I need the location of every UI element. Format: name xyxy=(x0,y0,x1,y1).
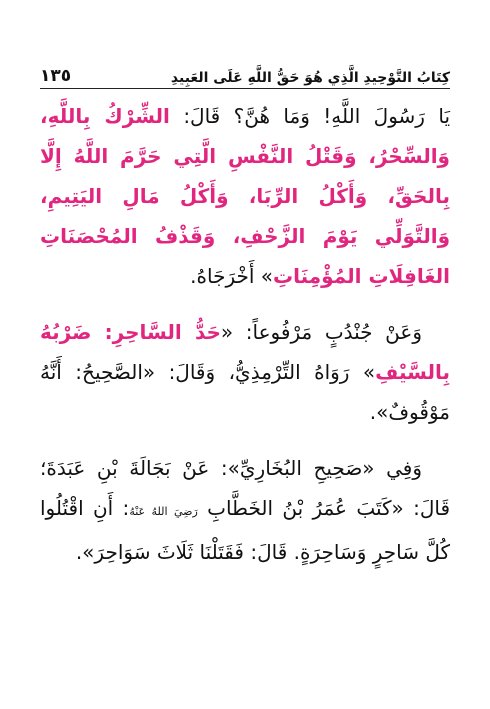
text-span: يَا رَسُولَ اللَّهِ! وَمَا هُنَّ؟ قَالَ: xyxy=(169,104,451,128)
running-title: كِتَابُ التَّوْحِيدِ الَّذِي هُوَ حَقُّ اللَّهِ عَلَى العَبِيدِ xyxy=(170,70,450,86)
text-span: » رَوَاهُ التِّرْمِذِيُّ، وَقَالَ: «الصَّحِيحُ: أَنَّهُ مَوْقُوفٌ». xyxy=(40,360,450,424)
header-divider xyxy=(40,88,450,89)
highlighted-hadith-text: حَدُّ السَّاحِرِ: ضَرْبُهُ بِالسَّيْفِ xyxy=(40,320,450,384)
text-span: » أَخْرَجَاهُ. xyxy=(190,264,274,288)
paragraph-bukhari-narration xyxy=(40,448,450,572)
highlighted-hadith-text: الشِّرْكُ بِاللَّهِ، وَالسِّحْرُ، وَقَتْلُ النَّفْسِ الَّتِي حَرَّمَ اللَّهُ إِلَّا بِالحَقِّ، وَأَكْلُ الرِّبَا، وَأَكْلُ مَالِ اليَتِيمِ، وَالتَّوَلِّي يَوْمَ الزَّحْفِ، وَقَذْفُ المُحْصَنَاتِ الغَافِلَاتِ المُؤْمِنَاتِ xyxy=(40,104,450,288)
text-span: وَفِي «صَحِيحِ البُخَارِيِّ»: عَنْ بَجَالَةَ بْنِ عَبَدَةَ؛ قَالَ: «كَتَبَ عُمَرُ بْنُ الخَطَّابِ xyxy=(40,456,451,520)
honorific-symbol: رَضِيَ اللهُ عَنْهُ xyxy=(129,505,198,518)
text-span: وَعَنْ جُنْدُبٍ مَرْفُوعاً: « xyxy=(220,320,422,344)
text-span: : أَنِ اقْتُلُوا كُلَّ سَاحِرٍ وَسَاحِرَةٍ. قَالَ: فَقَتَلْنَا ثَلَاثَ سَوَاحِرَ». xyxy=(40,496,450,564)
paragraph-hadith-seven-destroyers xyxy=(40,96,450,296)
paragraph-jundub-narration xyxy=(40,312,450,432)
page-header xyxy=(40,52,450,86)
page-body xyxy=(40,96,450,588)
page-number: ١٣٥ xyxy=(40,66,72,86)
